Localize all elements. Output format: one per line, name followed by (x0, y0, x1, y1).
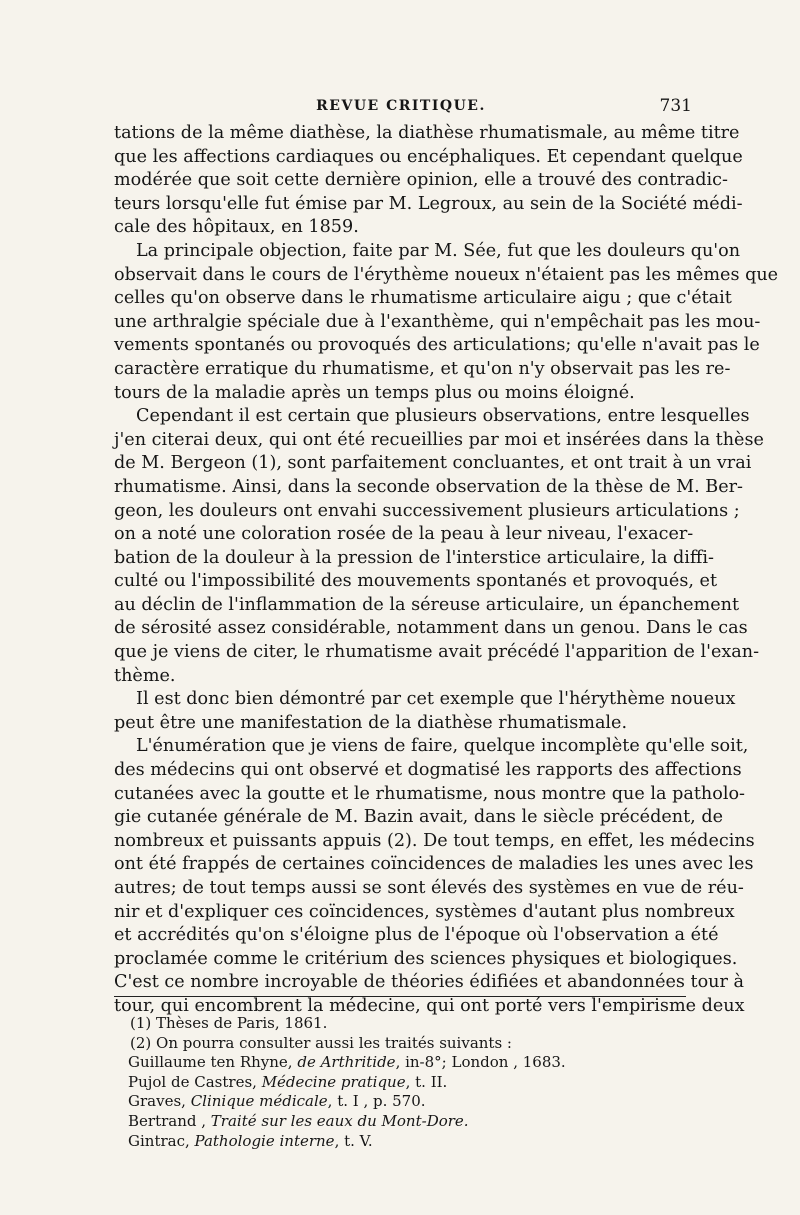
text-line: ont été frappés de certaines coïncidences de maladies les unes avec les (114, 854, 754, 875)
text-line: que je viens de citer, le rhumatisme avait précédé l'apparition de l'exan- (114, 642, 760, 663)
text-line: cutanées avec la goutte et le rhumatisme, nous montre que la patholo- (114, 783, 745, 804)
footnote-divider (114, 996, 686, 997)
running-title: REVUE CRITIQUE. (316, 98, 486, 114)
reference-author: Guillaume ten Rhyne, (128, 1053, 298, 1072)
text-line: cale des hôpitaux, en 1859. (114, 217, 359, 238)
footnote-reference (128, 1132, 690, 1152)
text-line: geon, les douleurs ont envahi successivement plusieurs articulations ; (114, 500, 740, 521)
text-line: tours de la maladie après un temps plus ou moins éloigné. (114, 382, 635, 403)
reference-title: Clinique médicale (190, 1092, 328, 1111)
footnote-reference (128, 1073, 690, 1093)
text-line: que les affections cardiaques ou encéphaliques. Et cependant quelque (114, 146, 743, 167)
reference-details: , in-8°; London , 1683. (395, 1053, 566, 1072)
text-line: culté ou l'impossibilité des mouvements spontanés et provoqués, et (114, 571, 718, 592)
reference-author: Bertrand , (128, 1111, 211, 1130)
text-line: C'est ce nombre incroyable de théories édifiées et abandonnées tour à (114, 972, 744, 993)
text-line: peut être une manifestation de la diathèse rhumatismale. (114, 712, 628, 733)
text-line: proclamée comme le critérium des sciences physiques et biologiques. (114, 948, 738, 969)
page-number: 731 (659, 96, 692, 116)
reference-author: Graves, (128, 1092, 191, 1111)
reference-author: Pujol de Castres, (128, 1072, 262, 1091)
footnotes (130, 1014, 690, 1151)
text-line: teurs lorsqu'elle fut émise par M. Legroux, au sein de la Société médi- (114, 193, 743, 214)
reference-title: Traité sur les eaux du Mont-Dore. (210, 1111, 469, 1130)
text-line: nir et d'expliquer ces coïncidences, systèmes d'autant plus nombreux (114, 901, 735, 922)
running-head (115, 96, 692, 122)
text-line: au déclin de l'inflammation de la séreuse articulaire, un épanchement (114, 594, 740, 615)
text-line: thème. (114, 665, 176, 686)
body-text (114, 122, 779, 1019)
reference-details: , t. I , p. 570. (327, 1092, 426, 1111)
text-line: j'en citerai deux, qui ont été recueillies par moi et insérées dans la thèse (114, 429, 764, 450)
text-line: tour, qui encombrent la médecine, qui ont porté vers l'empirisme deux (114, 995, 745, 1016)
text-line: des médecins qui ont observé et dogmatisé les rapports des affections (114, 760, 742, 781)
text-line: et accrédités qu'on s'éloigne plus de l'époque où l'observation a été (114, 925, 719, 946)
text-line: vements spontanés ou provoqués des articulations; qu'elle n'avait pas le (114, 335, 760, 356)
text-line: tations de la même diathèse, la diathèse rhumatismale, au même titre (114, 123, 740, 143)
reference-title: Médecine pratique (261, 1072, 406, 1091)
reference-author: Gintrac, (128, 1131, 195, 1150)
text-line: celles qu'on observe dans le rhumatisme articulaire aigu ; que c'était (114, 288, 732, 309)
reference-title: de Arthritide (297, 1053, 396, 1072)
text-line: de sérosité assez considérable, notamment dans un genou. Dans le cas (114, 618, 748, 639)
reference-title: Pathologie interne (194, 1131, 335, 1150)
footnote-1: (1) Thèses de Paris, 1861. (130, 1014, 328, 1032)
reference-details: , t. II. (405, 1072, 448, 1091)
paragraph-start: La principale objection, faite par M. Sée, fut que les douleurs qu'on (136, 240, 741, 261)
paragraph-start: Cependant il est certain que plusieurs observations, entre lesquelles (136, 406, 750, 427)
footnote-2: (2) On pourra consulter aussi les traités suivants : (130, 1033, 512, 1052)
text-line: modérée que soit cette dernière opinion, elle a trouvé des contradic- (114, 170, 728, 191)
text-line: nombreux et puissants appuis (2). De tout temps, en effet, les médecins (114, 830, 755, 851)
text-line: observait dans le cours de l'érythème noueux n'étaient pas les mêmes que (114, 264, 779, 285)
text-line: rhumatisme. Ainsi, dans la seconde observation de la thèse de M. Ber- (114, 476, 743, 497)
footnote-reference (128, 1092, 690, 1112)
text-line: une arthralgie spéciale due à l'exanthème, qui n'empêchait pas les mou- (114, 311, 761, 332)
text-line: caractère erratique du rhumatisme, et qu'on n'y observait pas les re- (114, 358, 731, 379)
text-line: on a noté une coloration rosée de la peau à leur niveau, l'exacer- (114, 524, 694, 545)
paragraph-start: L'énumération que je viens de faire, quelque incomplète qu'elle soit, (136, 736, 749, 757)
paragraph-start: Il est donc bien démontré par cet exemple que l'hérythème noueux (136, 689, 736, 710)
text-line: de M. Bergeon (1), sont parfaitement concluantes, et ont trait à un vrai (114, 453, 752, 474)
footnote-reference (128, 1112, 690, 1132)
footnote-reference (128, 1053, 690, 1073)
text-line: bation de la douleur à la pression de l'interstice articulaire, la diffi- (114, 547, 714, 568)
text-line: gie cutanée générale de M. Bazin avait, dans le siècle précédent, de (114, 807, 724, 828)
text-line: autres; de tout temps aussi se sont élevés des systèmes en vue de réu- (114, 878, 744, 898)
reference-details: , t. V. (334, 1131, 373, 1150)
